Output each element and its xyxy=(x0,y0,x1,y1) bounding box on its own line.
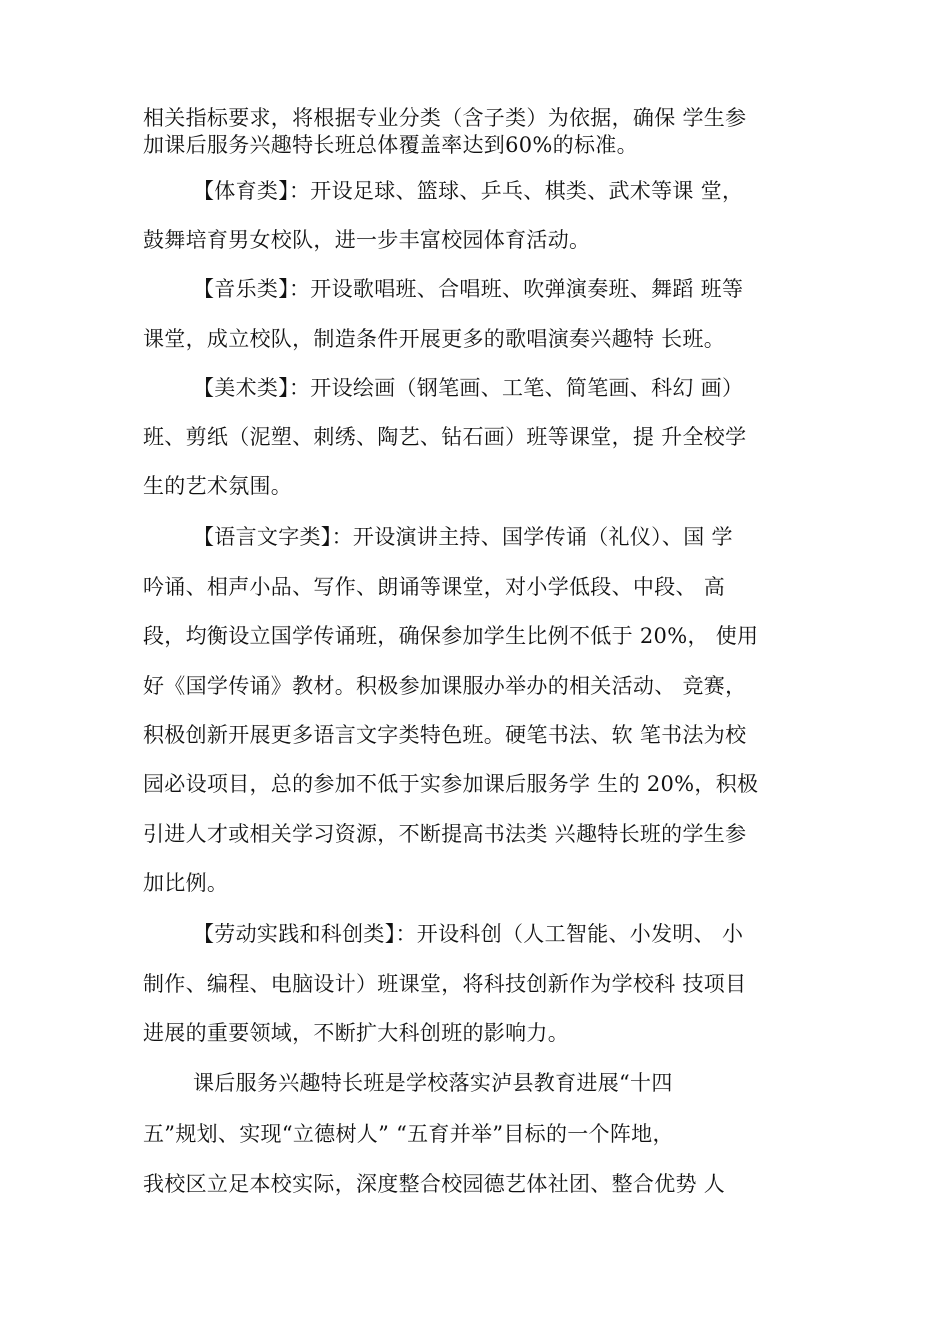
text-line-21: 课后服务兴趣特长班是学校落实泸县教育进展“十四 xyxy=(193,1071,673,1095)
text-line-5: 【音乐类】：开设歌唱班、合唱班、吹弹演奏班、舞蹈 班等 xyxy=(193,277,744,301)
text-line-12: 段，均衡设立国学传诵班，确保参加学生比例不低于 20%， 使用 xyxy=(143,624,759,648)
text-line-18: 【劳动实践和科创类】：开设科创（人工智能、小发明、 小 xyxy=(193,922,744,946)
text-line-17: 加比例。 xyxy=(143,871,229,895)
text-line-16: 引进人才或相关学习资源，不断提高书法类 兴趣特长班的学生参 xyxy=(143,822,747,846)
text-line-20: 进展的重要领域，不断扩大科创班的影响力。 xyxy=(143,1021,569,1045)
text-line-4: 鼓舞培育男女校队，进一步丰富校园体育活动。 xyxy=(143,228,591,252)
text-line-23: 我校区立足本校实际，深度整合校园德艺体社团、整合优势 人 xyxy=(143,1172,726,1196)
text-line-22: 五”规划、实现“立德树人” “五育并举”目标的一个阵地， xyxy=(143,1122,674,1146)
text-line-2: 加课后服务兴趣特长班总体覆盖率达到60%的标准。 xyxy=(143,133,638,157)
text-line-7: 【美术类】：开设绘画（钢笔画、工笔、简笔画、科幻 画） xyxy=(193,376,744,400)
text-line-15: 园必设项目，总的参加不低于实参加课后服务学 生的 20%，积极 xyxy=(143,772,759,796)
text-line-19: 制作、编程、电脑设计）班课堂，将科技创新作为学校科 技项目 xyxy=(143,972,747,996)
text-line-6: 课堂，成立校队，制造条件开展更多的歌唱演奏兴趣特 长班。 xyxy=(143,327,726,351)
text-line-13: 好《国学传诵》教材。积极参加课服办举办的相关活动、 竞赛， xyxy=(143,674,747,698)
text-line-8: 班、剪纸（泥塑、刺绣、陶艺、钻石画）班等课堂，提 升全校学 xyxy=(143,425,747,449)
text-line-10: 【语言文字类】：开设演讲主持、国学传诵（礼仪）、国 学 xyxy=(193,525,733,549)
text-line-1: 相关指标要求，将根据专业分类（含子类）为依据，确保 学生参 xyxy=(143,106,747,130)
text-line-14: 积极创新开展更多语言文字类特色班。硬笔书法、软 笔书法为校 xyxy=(143,723,747,747)
text-line-11: 吟诵、相声小品、写作、朗诵等课堂，对小学低段、中段、 高 xyxy=(143,575,726,599)
text-line-3: 【体育类】：开设足球、篮球、乒乓、棋类、武术等课 堂， xyxy=(193,179,744,203)
text-line-9: 生的艺术氛围。 xyxy=(143,474,293,498)
